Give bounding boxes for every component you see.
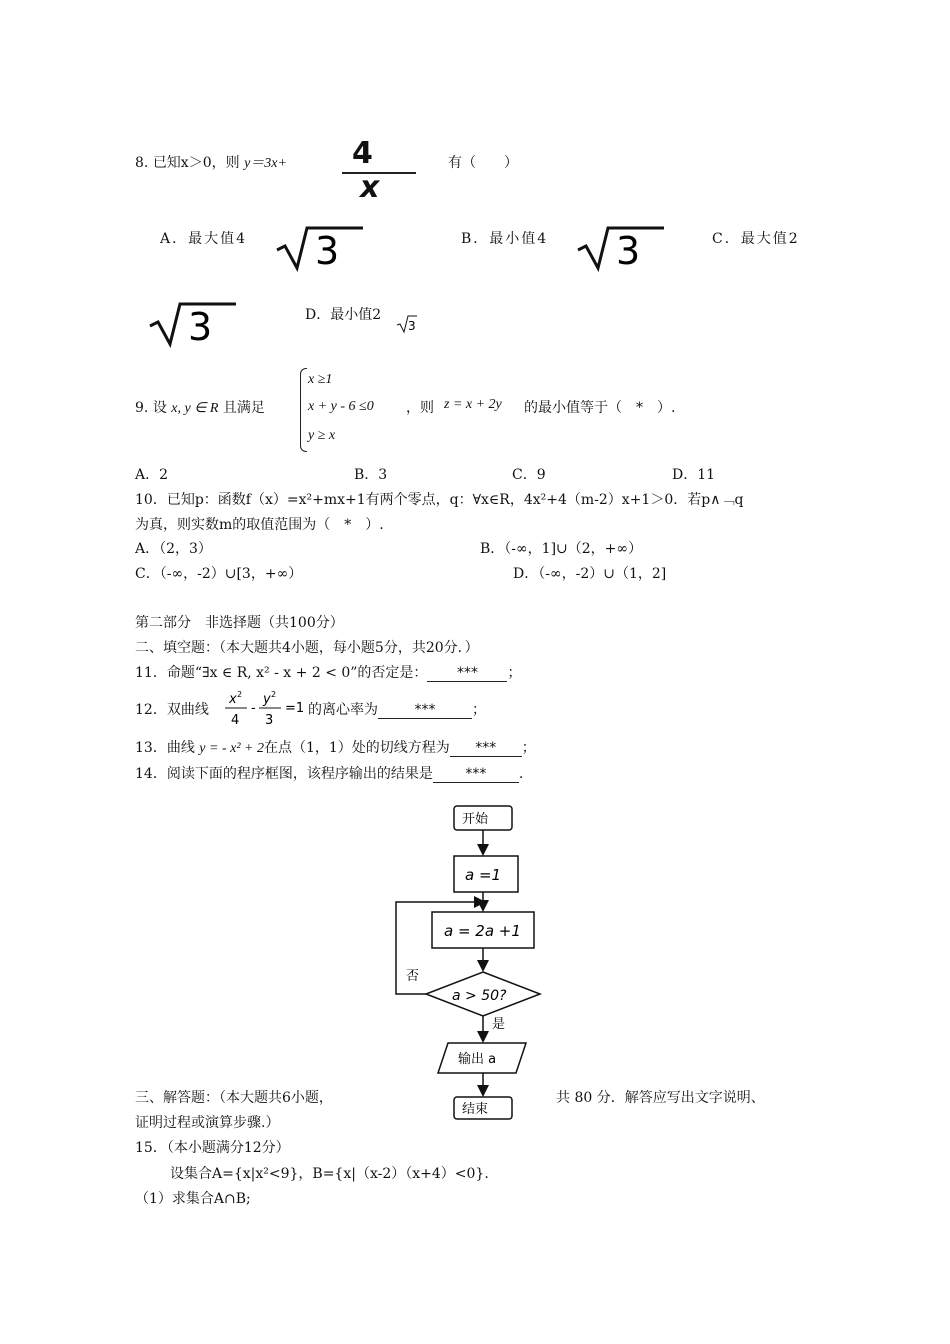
part-two-title: 第二部分 非选择题（共100分）	[135, 615, 344, 631]
q8-text: 已知x＞0，则	[152, 155, 240, 171]
q9-system-brace	[300, 368, 307, 452]
q9-cond: 且满足	[222, 400, 265, 416]
flowchart-condition-label: a > 50?	[452, 988, 507, 1004]
q13	[135, 737, 536, 757]
q9-constraint-2: x + y - 6 ≤0	[308, 399, 374, 414]
q9-number: 9.	[135, 400, 149, 416]
q12-end: ；	[472, 702, 486, 718]
q9-then: ，则	[406, 400, 434, 416]
flowchart-no-label: 否	[406, 969, 420, 984]
q12-tail	[308, 699, 486, 719]
q10-option-b: B．（-∞，1]∪（2，+∞）	[480, 541, 643, 557]
q14-answer-blank: ***	[433, 766, 519, 783]
q9-objective: z = x + 2y	[444, 397, 502, 412]
q15-line-1: 设集合A={x|x²<9}，B={x|（x-2）（x+4）<0}.	[170, 1166, 489, 1182]
svg-text:3: 3	[265, 713, 274, 728]
q10-line-1: 10．已知p：函数f（x）=x²+mx+1有两个零点，q：∀x∈R，4x²+4（m-2）x+1＞0．若p∧﹁q	[135, 492, 744, 508]
svg-text:2: 2	[237, 690, 243, 699]
svg-text:3: 3	[616, 229, 641, 272]
q13-answer-blank: ***	[450, 740, 522, 757]
q9-tail: 的最小值等于（ * ）.	[524, 400, 676, 416]
q11-answer-blank: ***	[427, 665, 507, 682]
program-flowchart	[390, 800, 560, 1125]
q9-prefix: 设	[152, 400, 167, 416]
q9-option-a: A．2	[135, 467, 169, 483]
part-three-heading-line-2: 证明过程或演算步骤.）	[135, 1115, 280, 1131]
q8-option-b: B．最小值4	[461, 231, 549, 247]
q10-line-2: 为真，则实数m的取值范围为（ * ）.	[135, 517, 384, 533]
q12	[135, 699, 209, 719]
q9-constraint-3: y ≥ x	[308, 428, 336, 443]
q9-stem	[135, 397, 265, 417]
sqrt-three-icon	[148, 298, 238, 348]
hyperbola-equation	[223, 688, 309, 732]
q12-prefix: 12．双曲线	[135, 702, 209, 718]
q8-fraction-numerator: 4	[352, 136, 373, 171]
part-three-heading-left: 三、解答题：（本大题共6小题，	[135, 1090, 333, 1106]
flowchart-update-label: a = 2a +1	[444, 922, 521, 940]
q13-end: ；	[521, 740, 536, 756]
flowchart-init-label: a =1	[465, 866, 502, 884]
q9-vars: x, y ∈ R	[171, 401, 219, 416]
q15-line-2: （1）求集合A∩B;	[135, 1191, 251, 1207]
svg-text:x: x	[229, 692, 237, 707]
q10-option-a: A．（2，3）	[135, 541, 212, 557]
svg-text:3: 3	[315, 229, 340, 272]
q8-fraction-denominator: x	[360, 170, 380, 205]
q14-text: 14．阅读下面的程序框图，该程序输出的结果是	[135, 766, 433, 782]
sqrt-three-icon	[576, 222, 666, 272]
svg-text:-: -	[251, 701, 256, 716]
q12-mid: 的离心率为	[308, 702, 378, 718]
part-three-heading-right: 共 80 分．解答应写出文字说明、	[556, 1090, 765, 1106]
q8-number: 8.	[135, 155, 149, 171]
q12-answer-blank: ***	[378, 702, 472, 719]
q8-tail: 有（ ）	[448, 155, 518, 171]
q8-option-a: A．最大值4	[160, 231, 248, 247]
flowchart-end-label: 结束	[462, 1102, 489, 1117]
q15-title: 15．（本小题满分12分）	[135, 1140, 290, 1156]
q14	[135, 763, 523, 783]
q12-equation	[223, 688, 309, 732]
q11	[135, 662, 521, 682]
svg-text:y: y	[263, 692, 271, 707]
svg-text:=1: =1	[285, 701, 305, 716]
small-sqrt-three-icon	[396, 314, 418, 334]
svg-text:3: 3	[188, 305, 213, 348]
flowchart-start-label: 开始	[462, 812, 489, 827]
q13-equation: y = - x² + 2	[199, 741, 264, 756]
q8-option-d: D．最小值2	[305, 307, 382, 323]
svg-text:2: 2	[271, 690, 277, 699]
q13-prefix: 13．曲线	[135, 740, 195, 756]
sqrt-three-icon	[275, 222, 365, 272]
q10-option-c: C．（-∞，-2）∪[3，+∞）	[135, 566, 303, 582]
q14-end: .	[518, 766, 524, 782]
q13-mid: 在点（1，1）处的切线方程为	[263, 740, 450, 756]
q9-option-c: C．9	[512, 467, 546, 483]
q9-constraint-1: x ≥1	[308, 372, 333, 387]
q9-option-b: B．3	[354, 467, 388, 483]
q11-text: 11．命题“∃x ∈ R, x² - x + 2 < 0”的否定是：	[135, 665, 428, 681]
fill-in-section-heading: 二、填空题：（本大题共4小题，每小题5分，共20分．）	[135, 640, 479, 656]
q8-expression: y＝3x+	[244, 156, 287, 171]
svg-text:4: 4	[231, 713, 240, 728]
flowchart-output-label: 输出 a	[458, 1052, 497, 1067]
q11-end: ；	[507, 665, 522, 681]
svg-text:3: 3	[408, 319, 416, 333]
q10-option-d: D．（-∞，-2）∪（1，2]	[513, 566, 667, 582]
q8-stem	[135, 152, 287, 172]
flowchart-yes-label: 是	[492, 1017, 506, 1032]
q9-option-d: D．11	[672, 467, 716, 483]
q8-option-c: C．最大值2	[712, 231, 800, 247]
